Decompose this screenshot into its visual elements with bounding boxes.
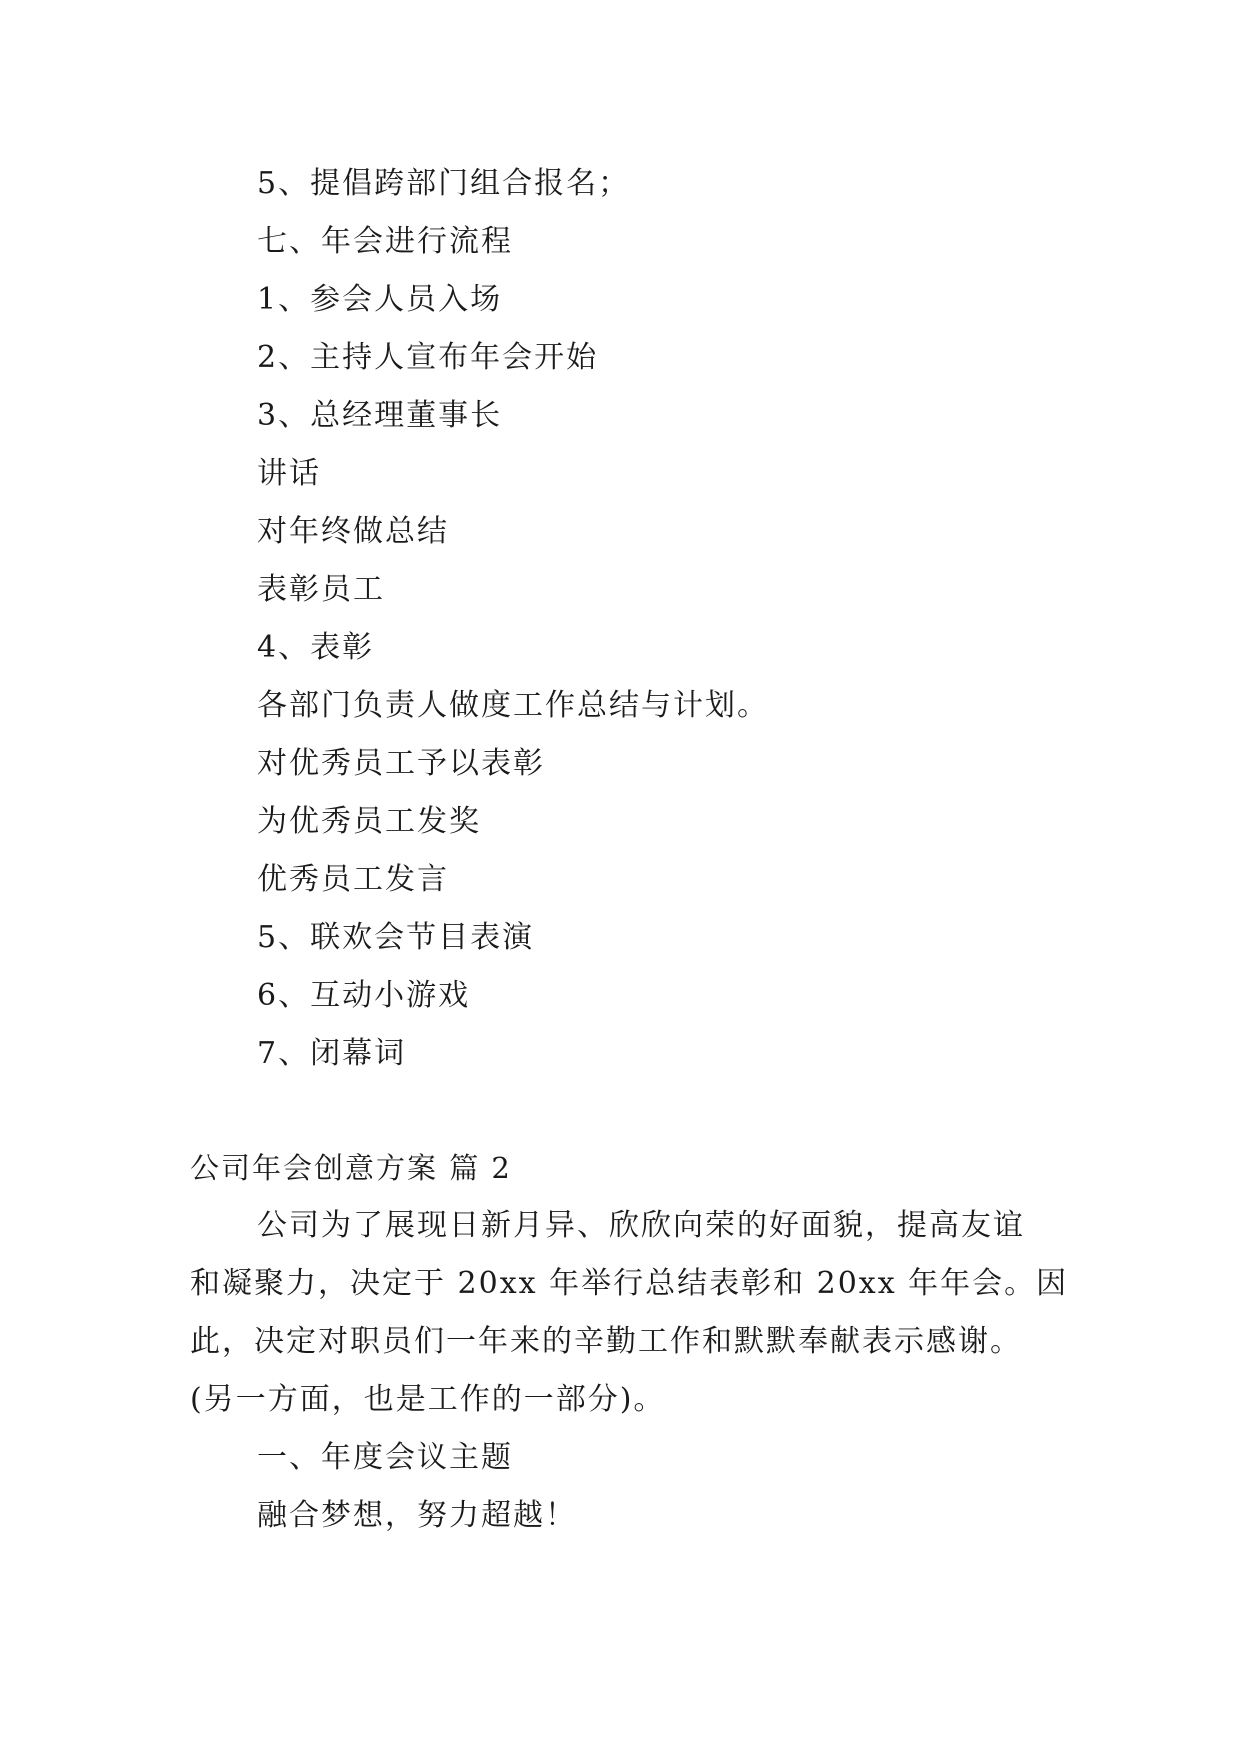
list-item: 讲话 [257, 456, 321, 491]
list-item: 对优秀员工予以表彰 [257, 746, 545, 781]
list-item: 7、闭幕词 [257, 1036, 407, 1071]
paragraph-line: 此，决定对职员们一年来的辛勤工作和默默奉献表示感谢。 [190, 1324, 1022, 1359]
list-item: 优秀员工发言 [257, 862, 449, 897]
section-heading-theme: 一、年度会议主题 [257, 1440, 513, 1475]
list-item: 为优秀员工发奖 [257, 804, 481, 839]
list-item: 4、表彰 [257, 630, 375, 665]
list-item: 各部门负责人做度工作总结与计划。 [257, 688, 769, 723]
list-item: 2、主持人宣布年会开始 [257, 340, 599, 375]
list-item: 1、参会人员入场 [257, 282, 503, 317]
list-item: 对年终做总结 [257, 514, 449, 549]
section-heading-process: 七、年会进行流程 [257, 224, 513, 259]
paragraph-line: (另一方面，也是工作的一部分)。 [190, 1382, 666, 1417]
theme-slogan: 融合梦想，努力超越！ [257, 1498, 577, 1533]
section-title: 公司年会创意方案 篇 2 [190, 1151, 512, 1185]
paragraph-line: 公司为了展现日新月异、欣欣向荣的好面貌，提高友谊 [257, 1208, 1025, 1243]
list-item: 6、互动小游戏 [257, 978, 471, 1013]
list-item: 表彰员工 [257, 572, 385, 607]
list-item: 5、联欢会节目表演 [257, 920, 535, 955]
paragraph-line: 和凝聚力，决定于 20xx 年举行总结表彰和 20xx 年年会。因 [190, 1266, 1069, 1301]
list-item: 5、提倡跨部门组合报名； [257, 166, 631, 201]
list-item: 3、总经理董事长 [257, 398, 503, 433]
